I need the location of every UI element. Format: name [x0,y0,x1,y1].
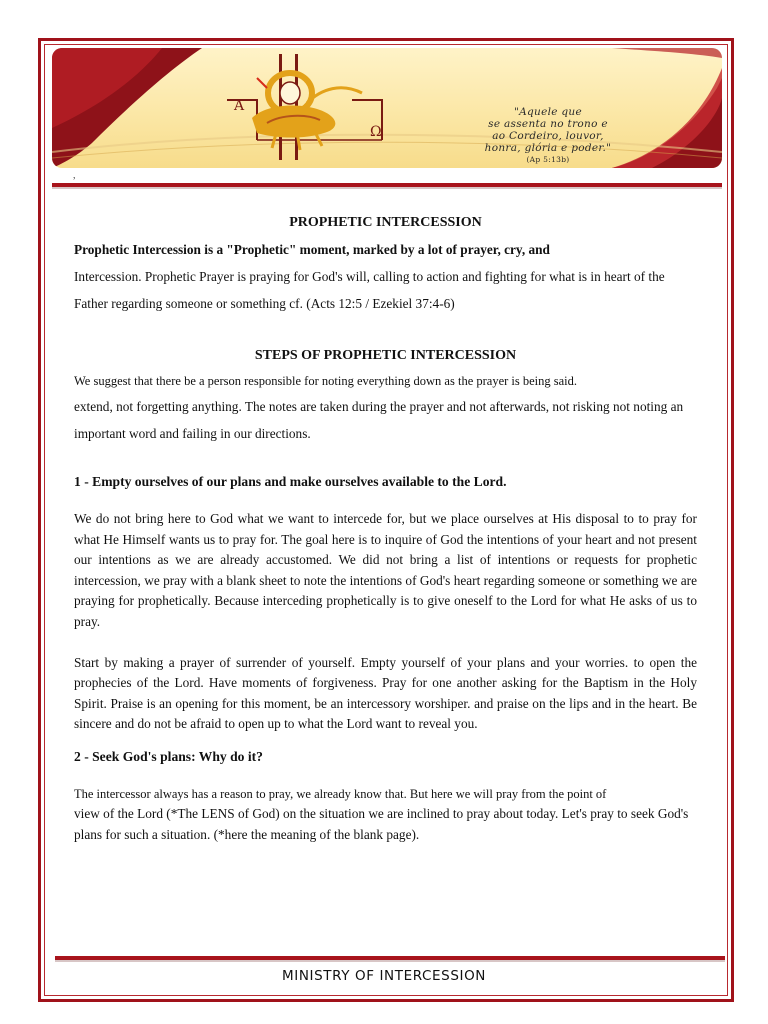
section-2-paragraph: view of the Lord (*The LENS of God) on the situation we are inclined to pray about today. Let's pray to seek God's plans for such a situation. (*here the meaning of the blank page). [74,805,689,842]
footer-label: MINISTRY OF INTERCESSION [281,968,487,984]
section-2-first-line: The intercessor always has a reason to pray, we already know that. But here we will pray from the point of [74,786,607,801]
quote-line: honra, glória e poder." [484,142,612,154]
intro-paragraph: Intercession. Prophetic Prayer is praying for God's will, calling to action and fighting for what is in heart of the Father regarding someone or something cf. (Acts 12:5 / Ezekiel 37:4-6) [74,269,665,311]
steps-first-line: We suggest that there be a person responsible for noting everything down as the prayer is being said. [74,374,578,388]
alpha-letter: A [234,98,245,114]
section-1-heading: 1 - Empty ourselves of our plans and make ourselves available to the Lord. [74,474,507,489]
footer-divider-shadow [55,960,725,962]
quote-line: se assenta no trono e [488,118,608,130]
quote-line: ao Cordeiro, louvor, [492,130,604,142]
banner-quote [448,106,648,166]
quote-reference: (Ap 5:13b) [526,155,570,164]
steps-paragraph: extend, not forgetting anything. The notes are taken during the prayer and not afterwards, not risking not noting an important word and failing in our directions. [74,399,684,441]
lamb-logo-icon [227,54,382,160]
steps-title: STEPS OF PROPHETIC INTERCESSION [254,348,517,363]
section-1-paragraph-1: We do not bring here to God what we want to intercede for, but we place ourselves at His disposal to to pray for what He Himself wants us to pray for. The goal here is to inquire of God the intentions of your heart and not present our intentions as we are already accustomed. We did not bring a list of intentions or requests for prophetic intercession, we pray with a blank sheet to note the intentions of God's heart regarding someone or something we are praying for prophetically. Because interceding prophetically is to give oneself to the Lord for what He asks of us to pray. [74,511,697,629]
document-title: PROPHETIC INTERCESSION [289,215,482,230]
stray-mark: , [73,170,76,181]
intro-bold-line: Prophetic Intercession is a "Prophetic" moment, marked by a lot of prayer, cry, and [74,242,550,257]
omega-letter: Ω [370,124,382,140]
section-2-heading: 2 - Seek God's plans: Why do it? [74,748,263,764]
header-divider-shadow [52,187,722,189]
section-1-paragraph-2: Start by making a prayer of surrender of yourself. Empty yourself of your plans and your worries. to open the prophecies of the Lord. Have moments of forgiveness. Pray for one another asking for the Baptism in the Holy Spirit. Praise is an opening for this moment, be an intercessory worshiper. and praise on the lips and in the heart. Be sincere and do not be afraid to open up to what the Lord want to reveal you. [74,654,697,732]
quote-line: "Aquele que [513,106,583,118]
document-body [74,210,697,845]
header-banner [52,48,722,168]
